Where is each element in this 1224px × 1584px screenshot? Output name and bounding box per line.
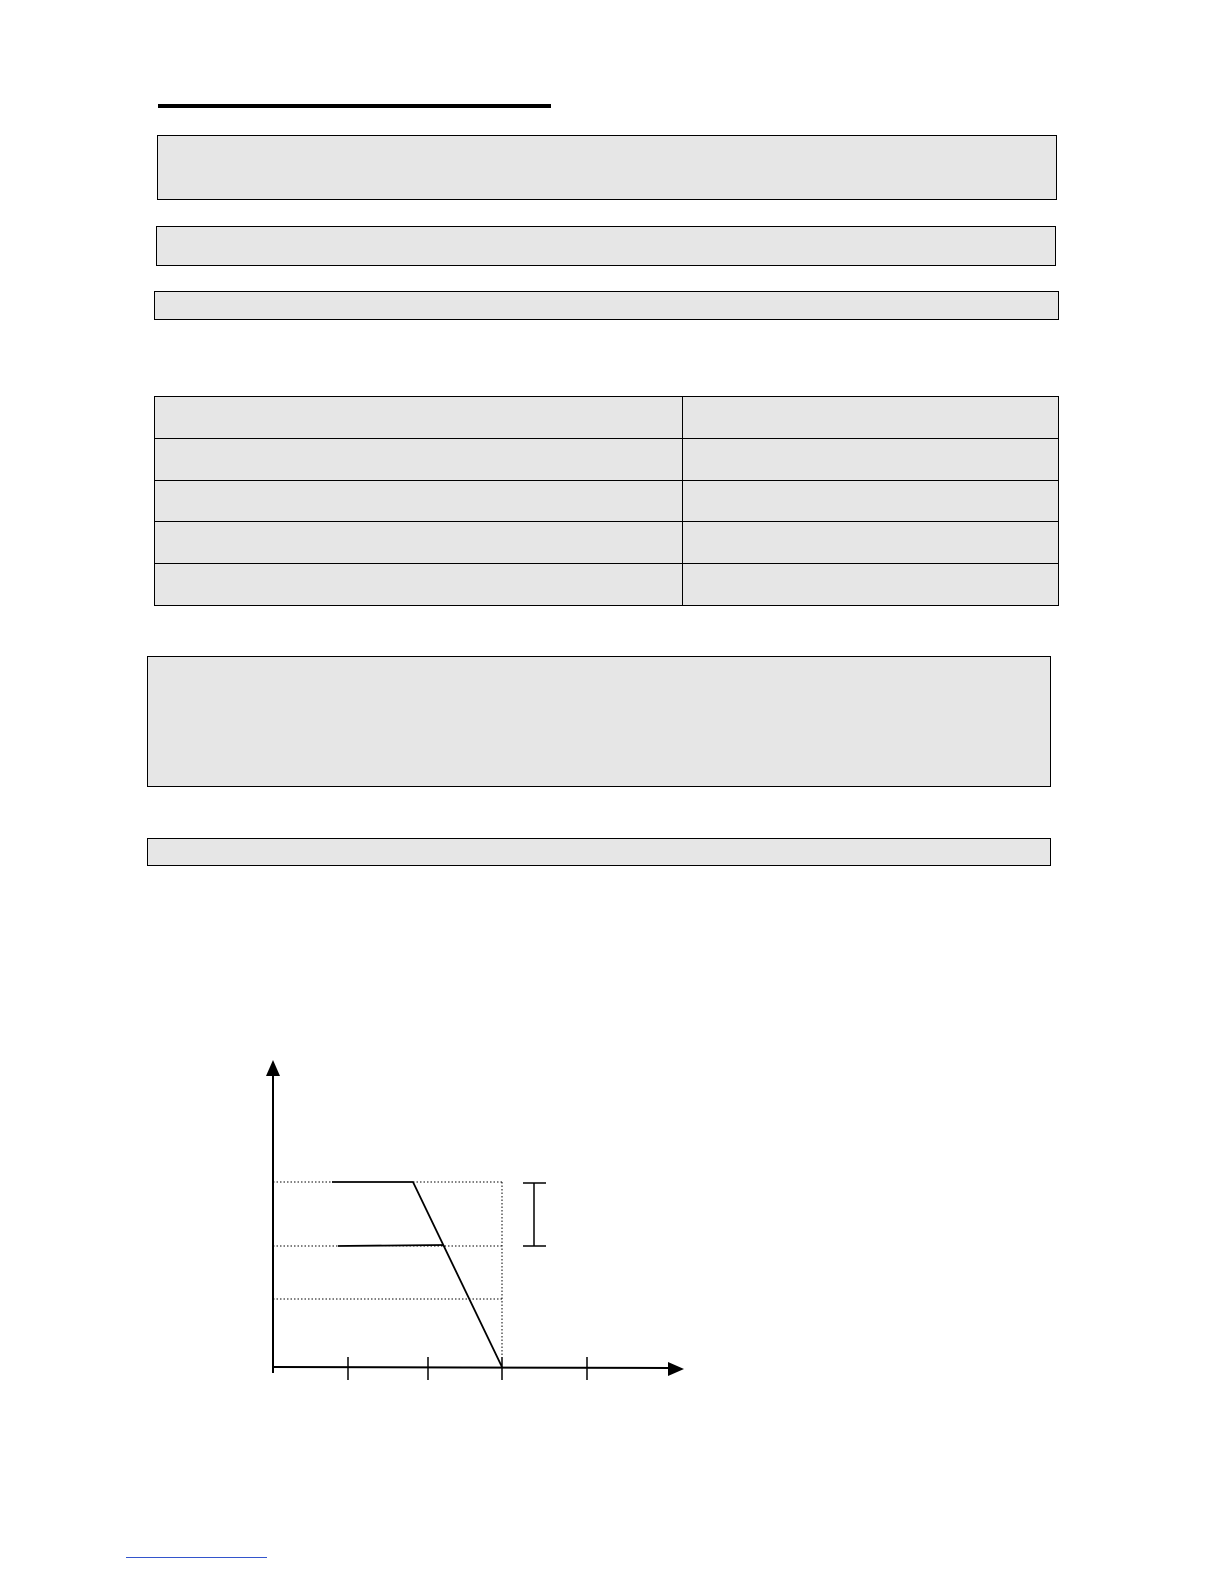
x-axis — [273, 1367, 668, 1368]
x-axis-arrow-icon — [668, 1362, 684, 1376]
series-lower-plateau — [338, 1245, 443, 1246]
series-upper-line — [332, 1182, 502, 1367]
y-axis-arrow-icon — [266, 1060, 280, 1076]
footnote-separator — [126, 1557, 267, 1558]
